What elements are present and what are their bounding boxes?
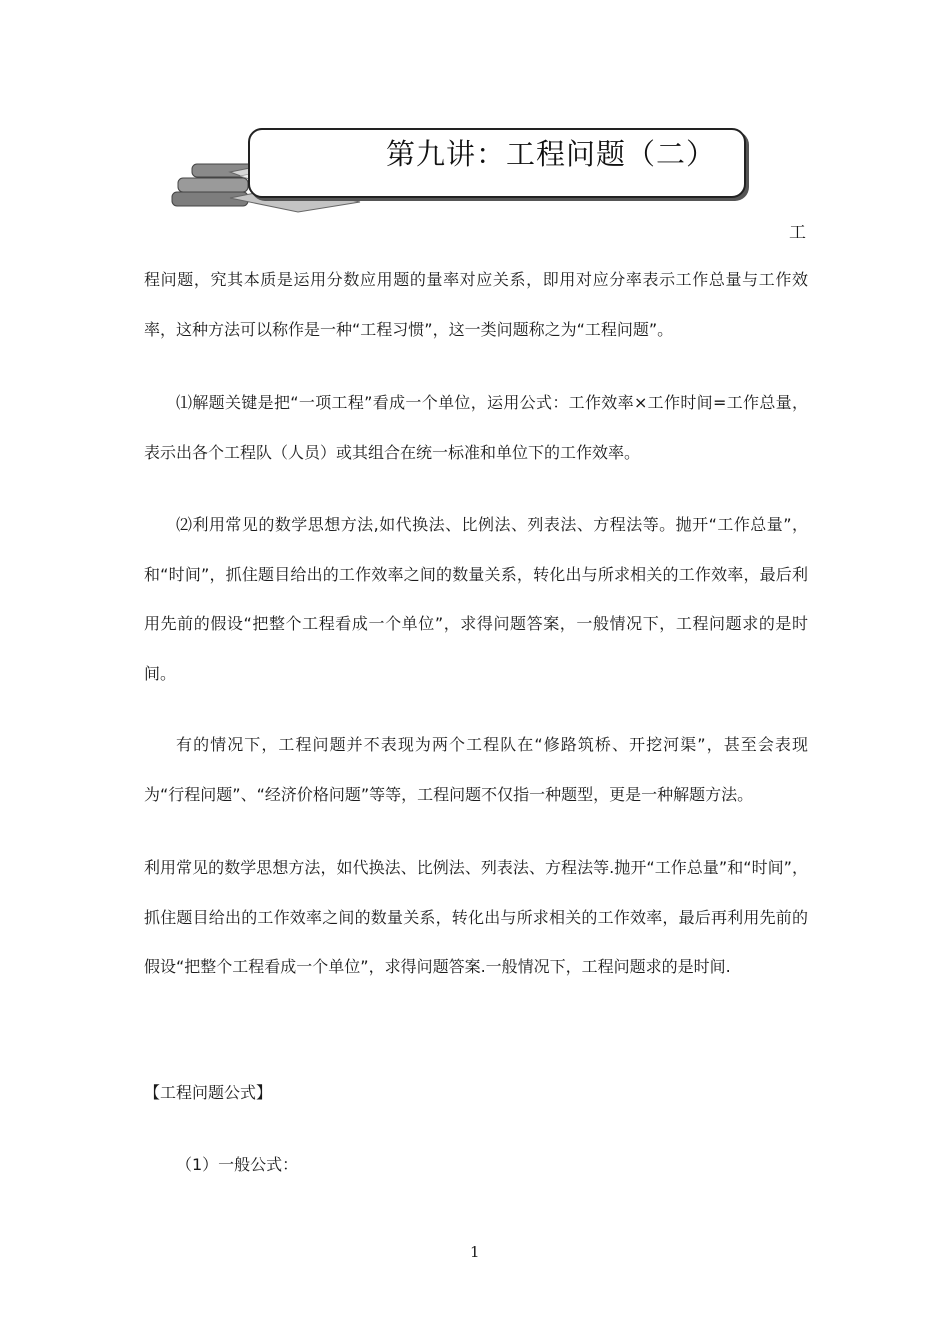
page-title: 第九讲：工程问题（二） — [386, 137, 717, 171]
point-1-paragraph: ⑴解题关键是把“一项工程”看成一个单位，运用公式：工作效率×工作时间=工作总量，表示出各个工程队（人员）或其组合在统一标准和单位下的工作效率。 — [144, 393, 808, 462]
formula-heading: 【工程问题公式】 — [144, 1083, 273, 1102]
formula-item-1: （1）一般公式： — [176, 1155, 299, 1174]
intro-paragraph: 程问题，究其本质是运用分数应用题的量率对应关系，即用对应分率表示工作总量与工作效率，这种方法可以称作是一种“工程习惯”，这一类问题称之为“工程问题”。 — [144, 270, 808, 339]
method-paragraph: 利用常见的数学思想方法，如代换法、比例法、列表法、方程法等.抛开“工作总量”和“时间”，抓住题目给出的工作效率之间的数量关系，转化出与所求相关的工作效率，最后再利用先前的假设“把整个工程看成一个单位”，求得问题答案.一般情况下，工程问题求的是时间. — [144, 858, 808, 976]
page-number: 1 — [470, 1243, 480, 1261]
point-3-paragraph: 有的情况下，工程问题并不表现为两个工程队在“修路筑桥、开挖河渠”，甚至会表现为“行程问题”、“经济价格问题”等等，工程问题不仅指一种题型，更是一种解题方法。 — [144, 735, 808, 804]
intro-lead-char: 工 — [789, 223, 806, 243]
point-2-paragraph: ⑵利用常见的数学思想方法,如代换法、比例法、列表法、方程法等。抛开“工作总量”，和“时间”，抓住题目给出的工作效率之间的数量关系，转化出与所求相关的工作效率，最后利用先前的假设“把整个工程看成一个单位”，求得问题答案，一般情况下，工程问题求的是时间。 — [144, 515, 808, 683]
